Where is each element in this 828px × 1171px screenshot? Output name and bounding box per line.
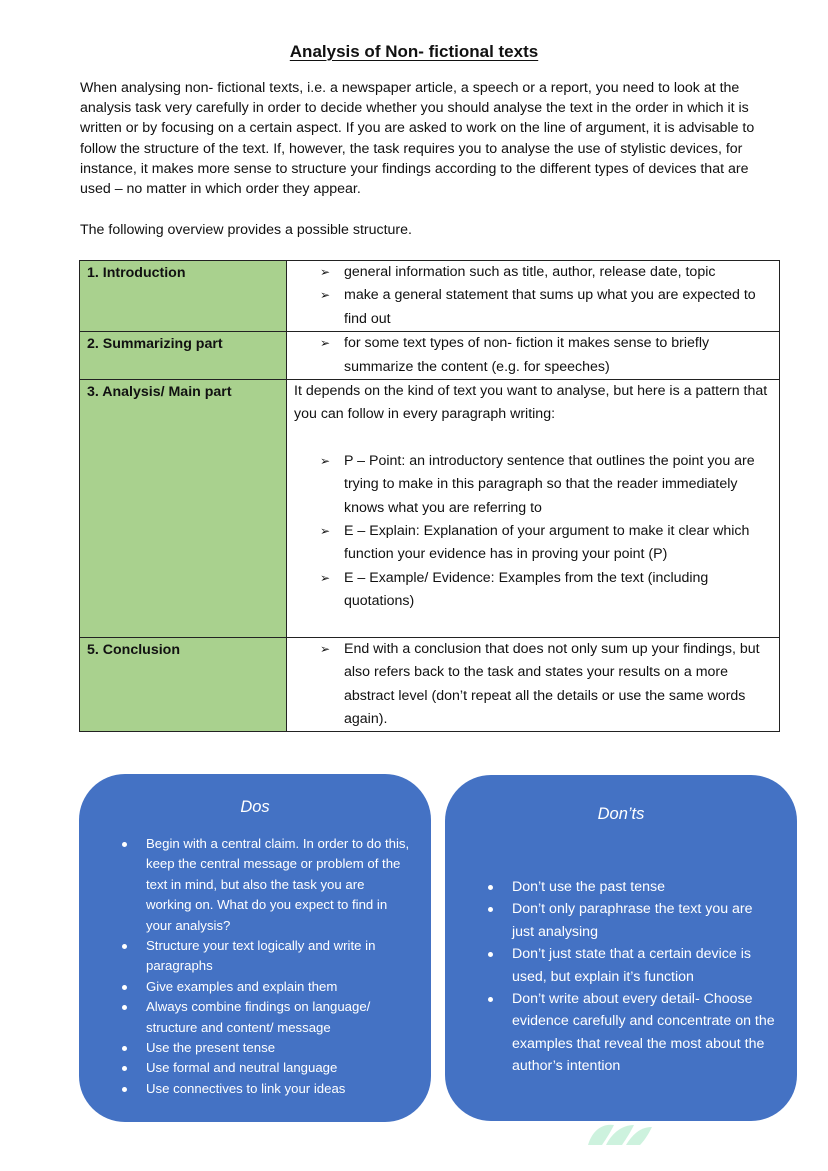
table-row <box>80 380 780 638</box>
dot-bullet-icon <box>488 907 493 912</box>
analysis-paragraph: It depends on the kind of text you want to analyse, but here is a pattern that you can follow in every paragraph writing: <box>294 383 768 423</box>
list-item-text: for some text types of non- fiction it makes sense to briefly summarize the content (e.g. for speeches) <box>344 335 710 375</box>
arrowhead-bullet-icon: ➢ <box>320 265 331 279</box>
row-content <box>287 380 780 638</box>
dot-bullet-icon <box>488 997 493 1002</box>
dot-bullet-icon <box>488 952 493 957</box>
list-item <box>287 520 771 567</box>
list-item-text: E – Example/ Evidence: Examples from the text (including quotations) <box>344 569 709 610</box>
list-item-text: Don’t write about every detail- Choose evidence carefully and concentrate on the examples that reveal the most about the author’s intention <box>512 991 775 1075</box>
list-item <box>287 567 771 614</box>
dos-list <box>79 834 431 1099</box>
arrowhead-bullet-icon: ➢ <box>320 336 331 351</box>
table-row <box>80 261 780 332</box>
list-item-text: Use connectives to link your ideas <box>146 1080 346 1096</box>
dot-bullet-icon <box>122 842 127 847</box>
list-item-text: Don’t just state that a certain device is used, but explain it’s function <box>512 946 751 985</box>
list-item-text: End with a conclusion that does not only sum up your findings, but also refers back to the task and states your results on a more abstract level (don’t repeat all the details or use the same words again). <box>344 640 760 727</box>
dos-title: Dos <box>240 798 270 816</box>
donts-list <box>445 876 797 1078</box>
list-item-text: E – Explain: Explanation of your argument to make it clear which function your evidence has in proving your point (P) <box>344 523 750 563</box>
list-item <box>287 450 771 520</box>
dot-bullet-icon <box>122 985 127 990</box>
list-item <box>287 261 771 284</box>
list-item <box>287 638 771 732</box>
document-title: Analysis of Non- fictional texts <box>289 42 539 61</box>
row-heading-analysis: 3. Analysis/ Main part <box>80 380 287 638</box>
row-heading-summarizing: 2. Summarizing part <box>80 332 287 380</box>
donts-box <box>445 775 797 1121</box>
list-item <box>79 1058 431 1078</box>
list-item-text: Always combine findings on language/ structure and content/ message <box>146 999 371 1035</box>
dot-bullet-icon <box>122 1066 127 1071</box>
list-item <box>287 332 771 379</box>
list-item-text: make a general statement that sums up what you are expected to find out <box>344 287 756 327</box>
row-content <box>287 637 780 732</box>
arrowhead-bullet-icon: ➢ <box>320 641 331 656</box>
list-item <box>445 943 797 988</box>
overview-sentence: The following overview provides a possible structure. <box>80 222 412 238</box>
list-item <box>79 997 431 1038</box>
list-item-text: Don’t use the past tense <box>512 879 666 895</box>
structure-table <box>79 260 780 732</box>
watermark-logo <box>584 1117 656 1147</box>
list-item-text: Don’t only paraphrase the text you are just analysing <box>512 901 753 940</box>
dot-bullet-icon <box>122 1005 127 1010</box>
list-item-text: general information such as title, author, release date, topic <box>344 264 716 280</box>
row-content <box>287 261 780 332</box>
list-item <box>445 988 797 1078</box>
row-heading-introduction: 1. Introduction <box>80 261 287 332</box>
list-item-text: Give examples and explain them <box>146 978 338 994</box>
list-item-text: Structure your text logically and write in paragraphs <box>146 938 376 974</box>
list-item <box>79 1038 431 1058</box>
dot-bullet-icon <box>122 944 127 949</box>
donts-title: Don’ts <box>597 805 645 823</box>
table-row <box>80 637 780 732</box>
list-item-text: Begin with a central claim. In order to do this, keep the central message or problem of the text in mind, but also the task you are working on. What do you expect to find in your analysis? <box>146 836 410 933</box>
intro-paragraph: When analysing non- fictional texts, i.e. a newspaper article, a speech or a report, you need to look at the analysis task very carefully in order to decide whether you should analyse the text in the order in which it is written or by focusing on a certain aspect. If you are asked to work on the line of argument, it is advisable to follow the structure of the text. If, however, the task requires you to analyse the use of stylistic devices, for instance, it makes more sense to structure your findings according to the different types of devices that are used – no matter in which order they appear. <box>80 80 755 198</box>
list-item <box>445 876 797 898</box>
dot-bullet-icon <box>122 1046 127 1051</box>
list-item-text: Use the present tense <box>146 1040 276 1056</box>
dot-bullet-icon <box>488 885 493 890</box>
list-item <box>287 284 771 331</box>
list-item <box>445 898 797 943</box>
arrowhead-bullet-icon: ➢ <box>320 288 331 303</box>
list-item-text: P – Point: an introductory sentence that outlines the point you are trying to make in this paragraph so that the reader immediately knows what you are referring to <box>344 452 755 516</box>
row-heading-conclusion: 5. Conclusion <box>80 637 287 732</box>
list-item <box>79 977 431 997</box>
row-content <box>287 332 780 380</box>
list-item <box>79 834 431 936</box>
table-row <box>80 332 780 380</box>
dot-bullet-icon <box>122 1087 127 1092</box>
list-item-text: Use formal and neutral language <box>146 1060 338 1076</box>
list-item <box>79 1079 431 1099</box>
list-item <box>79 936 431 977</box>
arrowhead-bullet-icon: ➢ <box>320 524 331 539</box>
dos-box <box>79 774 431 1122</box>
arrowhead-bullet-icon: ➢ <box>320 570 331 585</box>
arrowhead-bullet-icon: ➢ <box>320 453 331 468</box>
